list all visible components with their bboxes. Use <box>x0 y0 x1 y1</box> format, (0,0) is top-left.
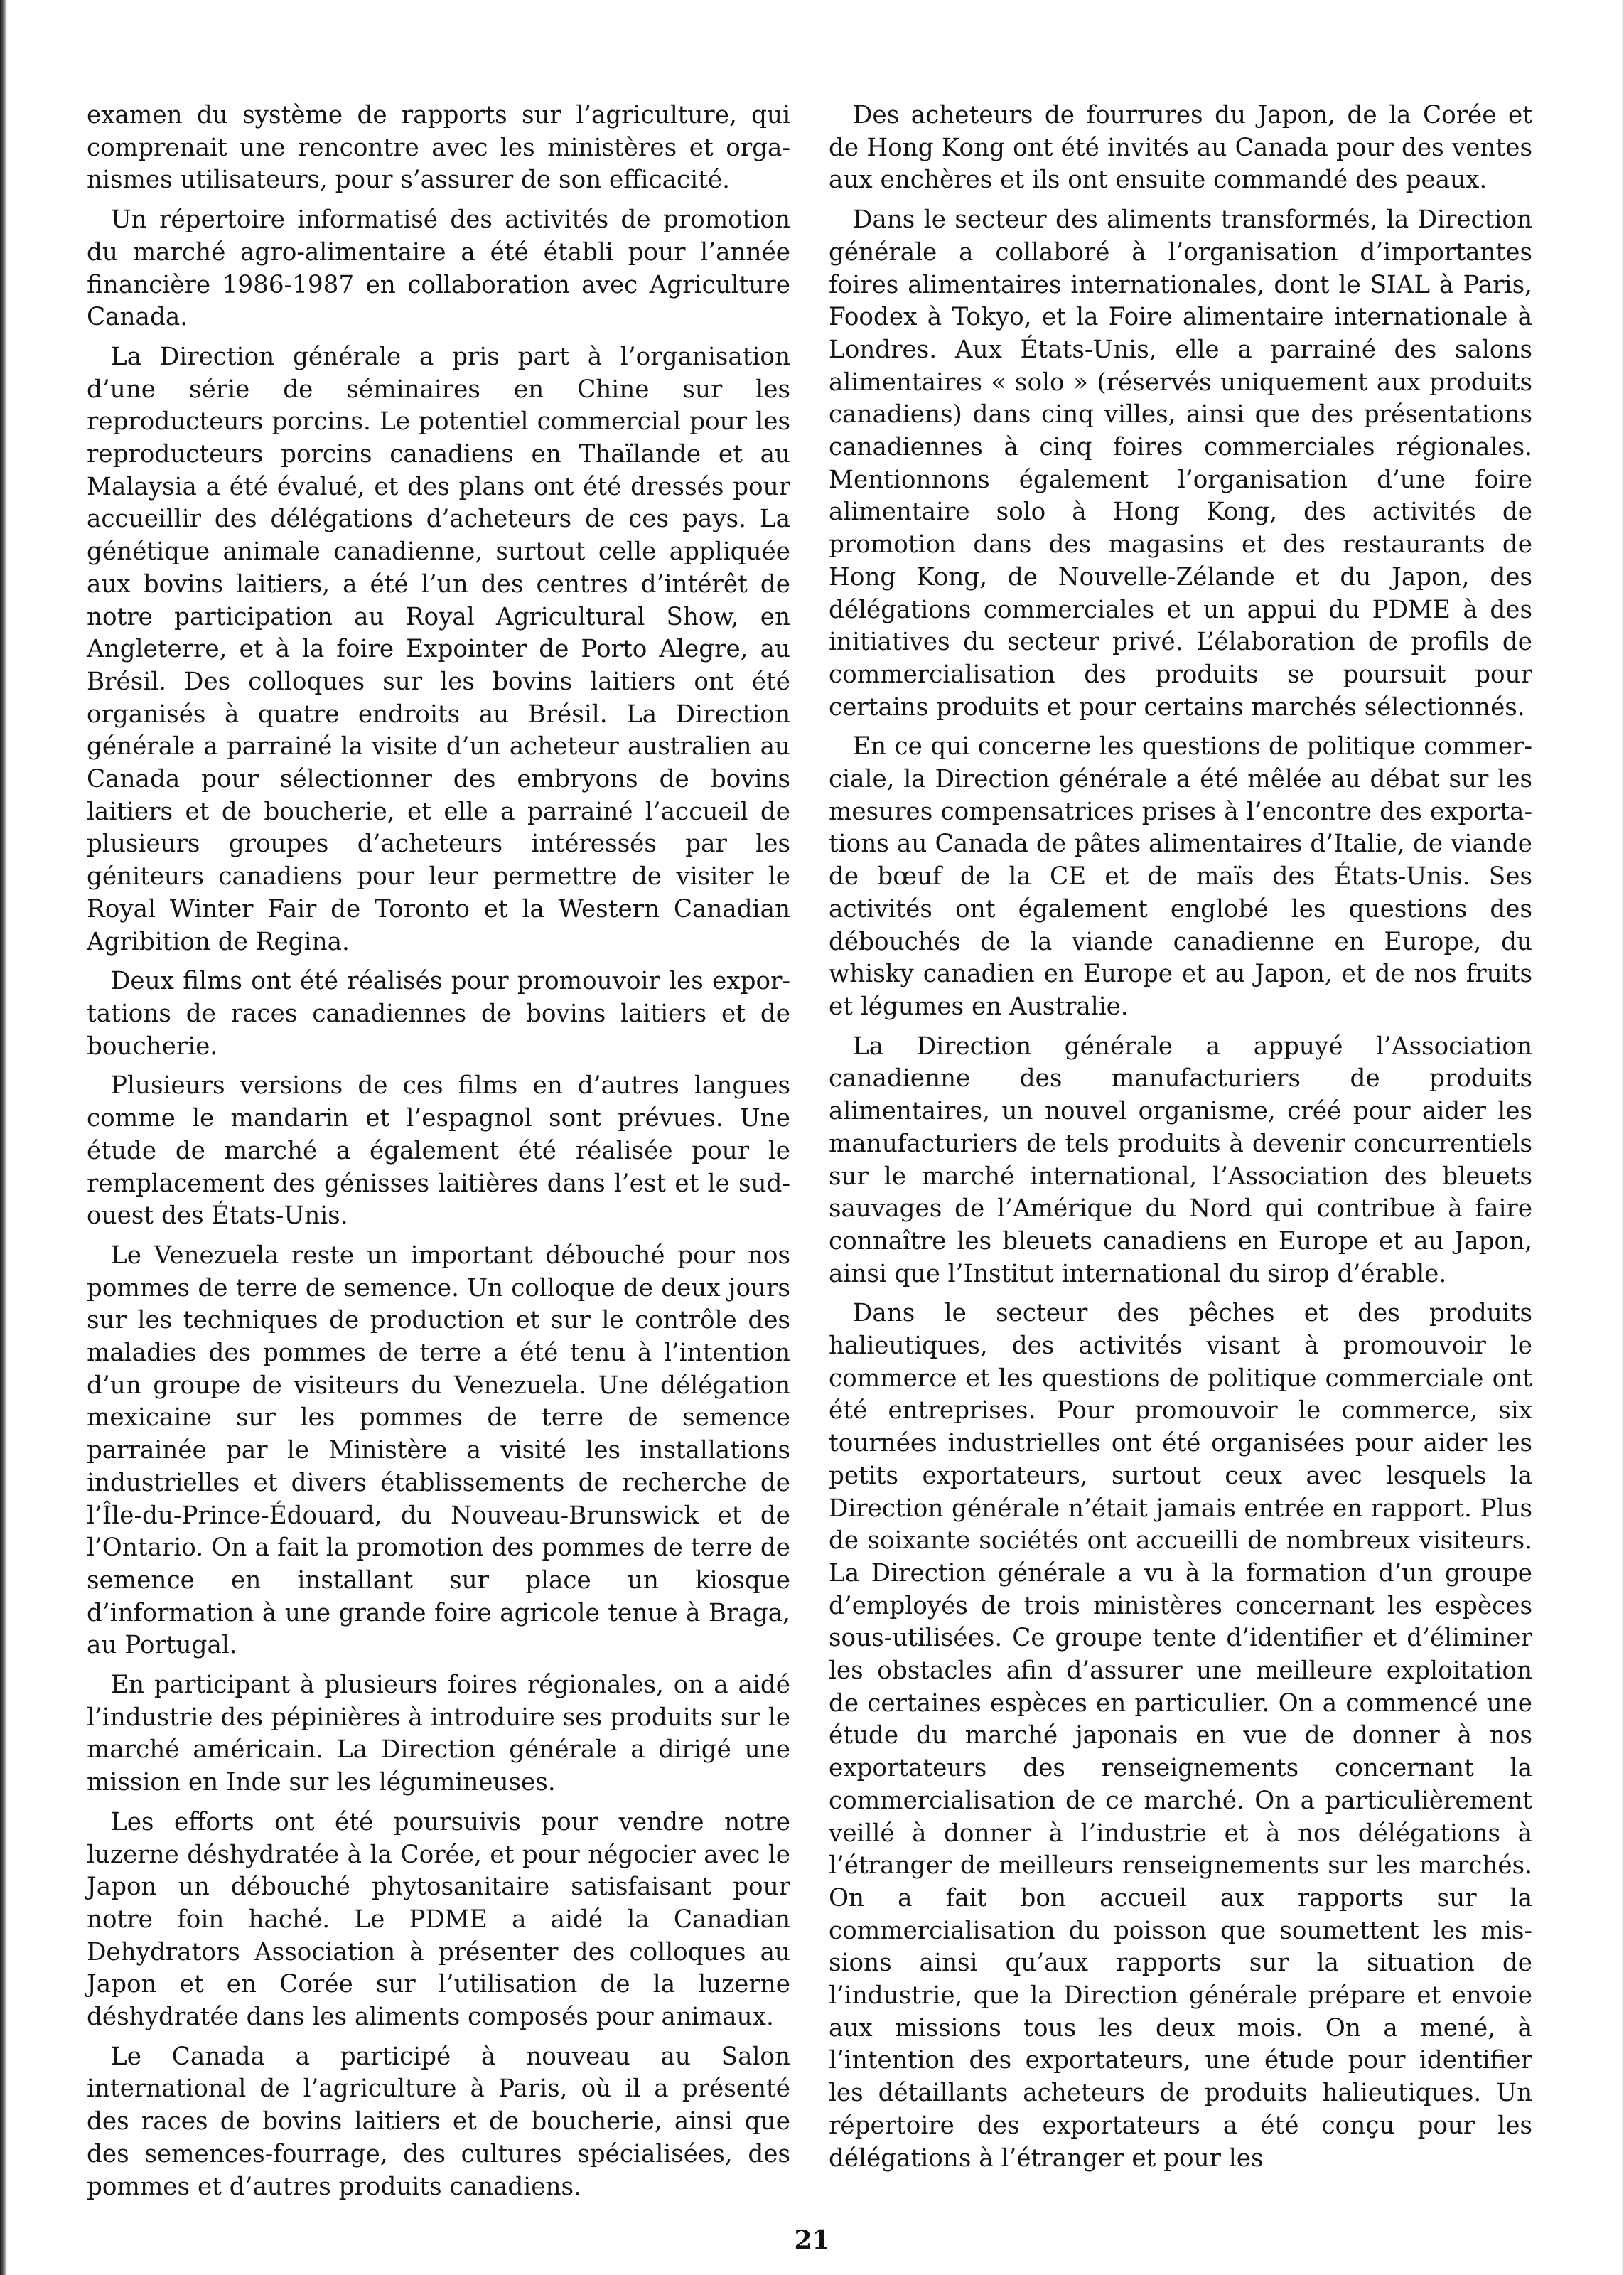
page-number: 21 <box>794 2225 830 2255</box>
paragraph: Plusieurs versions de ces films en d’autres langues comme le mandarin et l’espagnol sont prévues. Une étude de marché a également été réalisée pour le remplacement des génisses laitières dans l’est et le sud-ouest des États-Unis. <box>87 1071 790 1231</box>
paragraph: Le Venezuela reste un important débouché pour nos pommes de terre de semence. Un colloque de deux jours sur les techniques de production et sur le contrôle des maladies des pommes de terre a été tenu à l’intention d’un groupe de visiteurs du Venezuela. Une délégation mexicaine sur les pommes de terre de semence parrainée par le Ministère a visité les installations industrielles et divers établissements de recherche de l’Île-du-Prince-Édouard, du Nouveau-Brunswick et de l’Ontario. On a fait la promotion des pommes de terre de semence en installant sur place un kiosque d’information à une grande foire agricole tenue à Braga, au Portugal. <box>87 1241 790 1660</box>
paragraph: Le Canada a participé à nouveau au Salon international de l’agriculture à Paris, où il a présenté des races de bovins laitiers et de boucherie, ainsi que des semences-fourrage, des cultures spécialisées, des pommes et d’autres produits canadiens. <box>87 2042 790 2201</box>
paragraph: Deux films ont été réalisés pour promouvoir les exportations de races canadiennes de bovins laitiers et de boucherie. <box>87 967 790 1061</box>
paragraph: En participant à plusieurs foires régionales, on a aidé l’industrie des pépinières à introduire ses produits sur le marché américain. La Direction générale a dirigé une mission en Inde sur les légumineuses. <box>87 1671 790 1797</box>
paragraph: Les efforts ont été poursuivis pour vendre notre luzerne déshydratée à la Corée, et pour négocier avec le Japon un débouché phytosanitaire satisfaisant pour notre foin haché. Le PDME a aidé la Canadian Dehydrators Association à présenter des colloques au Japon et en Corée sur l’utilisation de la luzerne déshydratée dans les aliments composés pour animaux. <box>87 1807 790 2032</box>
left-column <box>87 100 790 2203</box>
paragraph: Dans le secteur des aliments transformés, la Direction générale a collaboré à l’organisation d’importantes foires alimentaires internationales, dont le SIAL à Paris, Foodex à Tokyo, et la Foire alimentaire internationale à Londres. Aux États-Unis, elle a parrainé des salons alimentaires « solo » (réservés uniquement aux produits canadiens) dans cinq villes, ainsi que des présentations canadiennes à cinq foires commerciales régionales. Mentionnons également l’organisation d’une foire alimentaire solo à Hong Kong, des activités de promotion dans des magasins et des restaurants de Hong Kong, de Nouvelle-Zélande et du Japon, des délégations commerciales et un appui du PDME à des initiatives du secteur privé. L’élaboration de profils de commercialisation des produits se poursuit pour certains produits et pour certains marchés sélectionnés. <box>829 205 1532 722</box>
paragraph: La Direction générale a pris part à l’organisation d’une série de séminaires en Chine sur les reproducteurs porcins. Le potentiel commercial pour les reproducteurs porcins canadiens en Thaïlande et au Malaysia a été évalué, et des plans ont été dressés pour accueillir des délégations d’acheteurs de ces pays. La génétique animale canadienne, surtout celle appliquée aux bovins laitiers, a été l’un des centres d’intérêt de notre participation au Royal Agricultural Show, en Angleterre, et à la foire Expointer de Porto Alegre, au Brésil. Des colloques sur les bovins laitiers ont été organisés à quatre endroits au Brésil. La Direction générale a parrainé la visite d’un acheteur australien au Canada pour sélectionner des embryons de bovins laitiers et de boucherie, et elle a parrainé l’accueil de plusieurs groupes d’acheteurs intéressés par les géniteurs canadiens pour leur permettre de visiter le Royal Winter Fair de Toronto et la Western Canadian Agribition de Regina. <box>87 342 790 956</box>
paragraph: Un répertoire informatisé des activités de promotion du marché agro-alimentaire a été établi pour l’année financière 1986-1987 en collaboration avec Agriculture Canada. <box>87 205 790 332</box>
paragraph: Dans le secteur des pêches et des produits halieutiques, des activités visant à promouvoir le commerce et les questions de politique commerciale ont été entreprises. Pour promouvoir le commerce, six tournées industrielles ont été organisées pour aider les petits exportateurs, surtout ceux avec lesquels la Direction générale n’était jamais entrée en rapport. Plus de soixante sociétés ont accueilli de nombreux visiteurs. La Direction générale a vu à la formation d’un groupe d’employés de trois ministères concernant les espèces sous-utilisées. Ce groupe tente d’identifier et d’éliminer les obstacles afin d’assurer une meilleure exploitation de certaines espèces en particulier. On a commencé une étude du marché japonais en vue de donner à nos exportateurs des renseignements concernant la commercialisation de ce marché. On a particulièrement veillé à donner à l’industrie et à nos délégations à l’étranger de meilleurs renseignements sur les marchés. On a fait bon accueil aux rapports sur la commercialisation du poisson que soumettent les missions ainsi qu’aux rapports sur la situation de l’industrie, que la Direction générale prépare et envoie aux missions tous les deux mois. On a mené, à l’intention des exportateurs, une étude pour identifier les détaillants acheteurs de produits halieutiques. Un répertoire des exportateurs a été conçu pour les délégations à l’étranger et pour les <box>829 1299 1532 2173</box>
page-body <box>0 100 1624 2201</box>
paragraph: La Direction générale a appuyé l’Association canadienne des manufacturiers de produits alimentaires, un nouvel organisme, créé pour aider les manufacturiers de tels produits à devenir concurrentiels sur le marché international, l’Association des bleuets sauvages de l’Amérique du Nord qui contribue à faire connaître les bleuets canadiens en Europe et au Japon, ainsi que l’Institut international du sirop d’érable. <box>829 1032 1532 1288</box>
paragraph: En ce qui concerne les questions de politique commerciale, la Direction générale a été mêlée au débat sur les mesures compensatrices prises à l’encontre des exportations au Canada de pâtes alimentaires d’Italie, de viande de bœuf de la CE et de maïs des États-Unis. Ses activités ont également englobé les questions des débouchés de la viande canadienne en Europe, du whisky canadien en Europe et au Japon, et de nos fruits et légumes en Australie. <box>829 732 1532 1021</box>
paragraph: examen du système de rapports sur l’agriculture, qui comprenait une rencontre avec les ministères et organismes utilisateurs, pour s’assurer de son efficacité. <box>87 101 790 195</box>
right-column <box>829 100 1532 2175</box>
paragraph: Des acheteurs de fourrures du Japon, de la Corée et de Hong Kong ont été invités au Canada pour des ventes aux enchères et ils ont ensuite commandé des peaux. <box>829 101 1532 195</box>
